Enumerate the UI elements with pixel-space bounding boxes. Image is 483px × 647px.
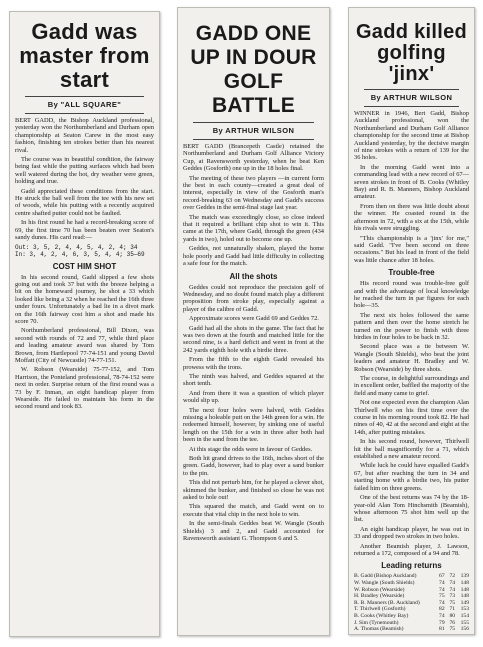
byline: By ARTHUR WILSON: [370, 93, 453, 102]
clipping-gadd-killed-jinx: [348, 7, 475, 635]
paragraph: "This championship is a 'jinx' for me," said Gadd. "I've been second on three occasions." But his lead in front of the field was little chance after 18 holes.: [354, 234, 469, 264]
score-cell: 75: [449, 599, 456, 606]
score-cell: 67: [439, 573, 445, 580]
paragraph: This did not perturb him, for he played a clever shot, skimmed the bunker, and finished so close he was not asked to hole out!: [183, 479, 324, 502]
clipping-gadd-was-master: [9, 11, 160, 637]
scorecard: [15, 244, 154, 258]
paragraph: From then on there was little doubt about the winner. He coasted round in the afternoon in 72, with a six at the 15th, while his rivals were struggling.: [354, 202, 469, 233]
divider: [364, 89, 459, 90]
score-cell: 74: [439, 599, 445, 606]
paragraph: The ninth was halved, and Geddes squared at the short tenth.: [183, 372, 324, 388]
paragraph: From the fifth to the eighth Gadd revealed his prowess with the irons.: [183, 356, 324, 371]
score-cell: 75: [439, 593, 445, 600]
headline: Gadd killed golfing 'jinx': [355, 21, 468, 85]
paragraph: Second place was a tie between W. Wangle (South Shields), who beat the joint leaders and amateur H. Bradley and W. Robson (Wearside) by three shots.: [354, 343, 469, 373]
paragraph: One of the best returns was 74 by the 18-year-old Alan Tom Hinchsmith (Beamish), whose afternoon 75 shot him well up the list.: [354, 494, 469, 524]
paragraph: While luck he could have equalled Gadd's 67, but after reaching the turn in 34 and starting home with a birdie two, his putter failed him on three greens.: [354, 462, 469, 492]
subheading: COST HIM SHOT: [52, 261, 117, 271]
score-cell: 139: [460, 573, 469, 580]
score-cell: 74: [449, 586, 456, 593]
scorecard-in: In: 3, 4, 2, 4, 6, 3, 5, 4, 4; 35—69: [15, 250, 145, 258]
player-name-cell: J. Sim (Tynemouth): [354, 619, 399, 626]
paragraph: His record round was trouble-free golf and with the advantage of local knowledge he reached the turn in par figures for each hole—35.: [354, 280, 469, 310]
score-cell: 72: [449, 573, 456, 580]
paragraph: At this stage the odds were in favour of Geddes.: [189, 445, 313, 453]
table-row: [354, 573, 469, 580]
score-cell: 74: [449, 579, 456, 586]
paragraph: And from there it was a question of which player would slip up.: [183, 389, 324, 405]
player-name-cell: R. B. Manners (B. Auckland): [354, 599, 420, 606]
score-cell: 74: [439, 579, 445, 586]
paragraph: Approximate scores were Gadd 69 and Geddes 72.: [189, 315, 319, 323]
player-name-cell: W. Wangle (South Shields): [354, 579, 415, 586]
scorecard-out: Out: 3, 5, 2, 4, 4, 5, 4, 2, 4; 34: [15, 243, 138, 251]
divider: [364, 106, 459, 107]
divider: [25, 113, 144, 114]
player-name-cell: A. Thomas (Beamish): [354, 626, 404, 633]
paragraph: This squared the match, and Gadd went on to execute that vital chip in the next hole to win.: [183, 503, 324, 518]
score-cell: 73: [449, 593, 456, 600]
paragraph: In his second round, however, Thirlwell hit the ball magnificently for a 71, which established a new amateur record.: [354, 438, 469, 461]
paragraph: WINNER in 1946, Bert Gadd, Bishop Auckland professional, won the Northumberland and Durham Golf Alliance championship for the second time at Bishop Auckland yesterday, by the decisive margin of nine strokes with a return of 139 for the 36 holes.: [354, 110, 469, 162]
paragraph: The course, in delightful surroundings and in excellent order, baffled the majority of the field and many came to grief.: [354, 375, 469, 397]
table-row: [354, 593, 469, 600]
paragraph: In the morning Gadd went into a commanding lead with a new record of 67—seven strokes in front of B. Cooks (Whitley Bay) and R. B. Manners, Bishop Auckland amateur.: [354, 163, 469, 201]
score-cell: 71: [449, 606, 456, 613]
score-cell: 74: [439, 586, 445, 593]
leading-returns-table: [354, 573, 469, 632]
score-cell: 148: [460, 586, 469, 593]
headline: Gadd was master from start: [19, 19, 150, 92]
score-cell: 75: [449, 626, 456, 633]
divider: [193, 122, 314, 123]
score-cell: 76: [449, 619, 456, 626]
score-cell: 79: [439, 619, 445, 626]
score-cell: 148: [460, 593, 469, 600]
score-cell: 156: [460, 626, 469, 633]
paragraph: In his first round he had a record-breaking score of 69, the first time 70 has been beaten over Seaton's sandy dunes. His card read:—: [15, 219, 154, 242]
player-name-cell: H. Bradley (Wearside): [354, 593, 405, 600]
paragraph: In the semi-finals Geddes beat W. Wangle (South Shields) 3 and 2, and Gadd accounted for Ravensworth assistant G. Thompson 6 and 5.: [183, 520, 324, 543]
score-cell: 149: [460, 599, 469, 606]
player-name-cell: B. Cooks (Whitley Bay): [354, 612, 409, 619]
byline: By ARTHUR WILSON: [212, 126, 295, 135]
player-name-cell: B. Gadd (Bishop Auckland): [354, 573, 417, 580]
table-row: [354, 580, 469, 587]
paragraph: The course was in beautiful condition, the fairway being fast while the putting surfaces which had been well watered during the hot, dry weather were green, holding and true.: [15, 156, 154, 186]
table-row: [354, 626, 469, 633]
score-cell: 148: [460, 579, 469, 586]
subheading: All the shots: [229, 271, 278, 281]
table-row: [354, 606, 469, 613]
table-row: [354, 613, 469, 620]
paragraph: Geddes, not unnaturally shaken, played the home hole poorly and Gadd had little difficulty in collecting a safe four for the match.: [183, 245, 324, 268]
paragraph: In his second round, Gadd slipped a few shots going out and took 37 but with the breeze helping a bit on the homeward journey, he shot a 33 which looked like being a 32 when he reached the 16th three under fours. Unfortunately a bad lie in a divot mark on the 16th fairway cost him a shot and made his score 70.: [15, 273, 154, 325]
score-cell: 74: [439, 612, 445, 619]
paragraph: BERT GADD, the Bishop Auckland professional, yesterday won the Northumberland and Durham open championship at Seaton Carew in the most easy fashion, finishing ten strokes better than his nearest rival.: [15, 117, 154, 154]
player-name-cell: T. Thirlwell (Gosforth): [354, 606, 406, 613]
paragraph: Both hit grand drives to the 16th, inches short of the green. Gadd, however, had to play over a sand bunker to the pin.: [183, 455, 324, 477]
paragraph: Gadd had all the shots in the game. The fact that he was two down at the fourth and matched little for the second nine, is a hard deficit and went in front at the 242 yards eighth hole with a birdie three.: [183, 324, 324, 354]
paragraph: The next four holes were halved, with Geddes missing a holeable putt on the 14th green for a win. He redeemed himself, however, by sinking one of useful length on the 15th for a win in three after both had been in the sand from the tee.: [183, 406, 324, 444]
paragraph: Gadd appreciated these conditions from the start. He struck the ball well from the tee with his new set of woods, while his putting with a recently acquired centre shafted putter could not be faulted.: [15, 187, 154, 217]
clipping-gadd-one-up: [177, 7, 330, 636]
paragraph: Geddes could not reproduce the precision golf of Wednesday, and no doubt found match play a different proposition from stroke play, especially against a player of the calibre of Gadd.: [183, 283, 324, 313]
score-cell: 154: [460, 612, 469, 619]
score-cell: 155: [460, 619, 469, 626]
paragraph: BERT GADD (Brancepeth Castle) retained the Northumberland and Durham Golf Alliance Victory Cup, at Ravensworth yesterday, when he beat Ken Geddes (Gosforth) one up in the 18 holes final.: [183, 143, 324, 173]
divider: [193, 139, 314, 140]
headline: GADD ONE UP IN DOUR GOLF BATTLE: [190, 22, 317, 117]
player-name-cell: W. Robson (Wearside): [354, 586, 405, 593]
paragraph: The match was exceedingly close, so close indeed that it required a brilliant chip shot to win it. This came at the 17th, where Gadd, through the green (434 yards in two), holed out to become one up.: [183, 213, 324, 243]
subheading: Trouble-free: [388, 268, 435, 278]
score-cell: 82: [439, 606, 445, 613]
table-title: Leading returns: [381, 561, 442, 571]
score-cell: 153: [460, 606, 469, 613]
score-cell: 81: [439, 626, 445, 633]
paragraph: W. Robson (Wearside) 75-77-152, and Tom Harrison, the Ponteland professional, 78-74-152 were next in order. Surprise return of the first round was a 73 by F. Inman, an eight handicap player from Wearside. He failed to maintain his form in the second round and took 83.: [15, 366, 154, 411]
divider: [25, 96, 144, 97]
byline: By "ALL SQUARE": [47, 100, 122, 109]
paragraph: The next six holes followed the same pattern and then over the home stretch he turned on the power to finish with three birdies in four holes to be back in 32.: [354, 311, 469, 341]
score-cell: 80: [449, 612, 456, 619]
paragraph: Northumberland professional, Bill Dixon, was second with rounds of 72 and 77, while third place and leading amateur award was shared by Tom Brown, from Hartlepool 77-74-151 and young David Moffatt (City of Newcastle) 74-77-151.: [15, 327, 154, 364]
paragraph: Another Beamish player, J. Lawson, returned a 172, composed of a 94 and 78.: [354, 542, 469, 557]
paragraph: Not one expected even the champion Alan Thirlwell who on his first time over the course in his morning round took 82. He had nines of 40, 42 at the second and eight at the 14th, after putting mistakes.: [354, 399, 469, 436]
paragraph: The meeting of these two players —in current form the best in each county—created a great deal of interest, especially in view of the Gosforth man's record-breaking 63 on Wednesday and Gadd's success over Geddes in the semi-final stage last year.: [183, 174, 324, 212]
paragraph: An eight handicap player, he was out in 33 and dropped two strokes in two holes.: [354, 525, 469, 541]
